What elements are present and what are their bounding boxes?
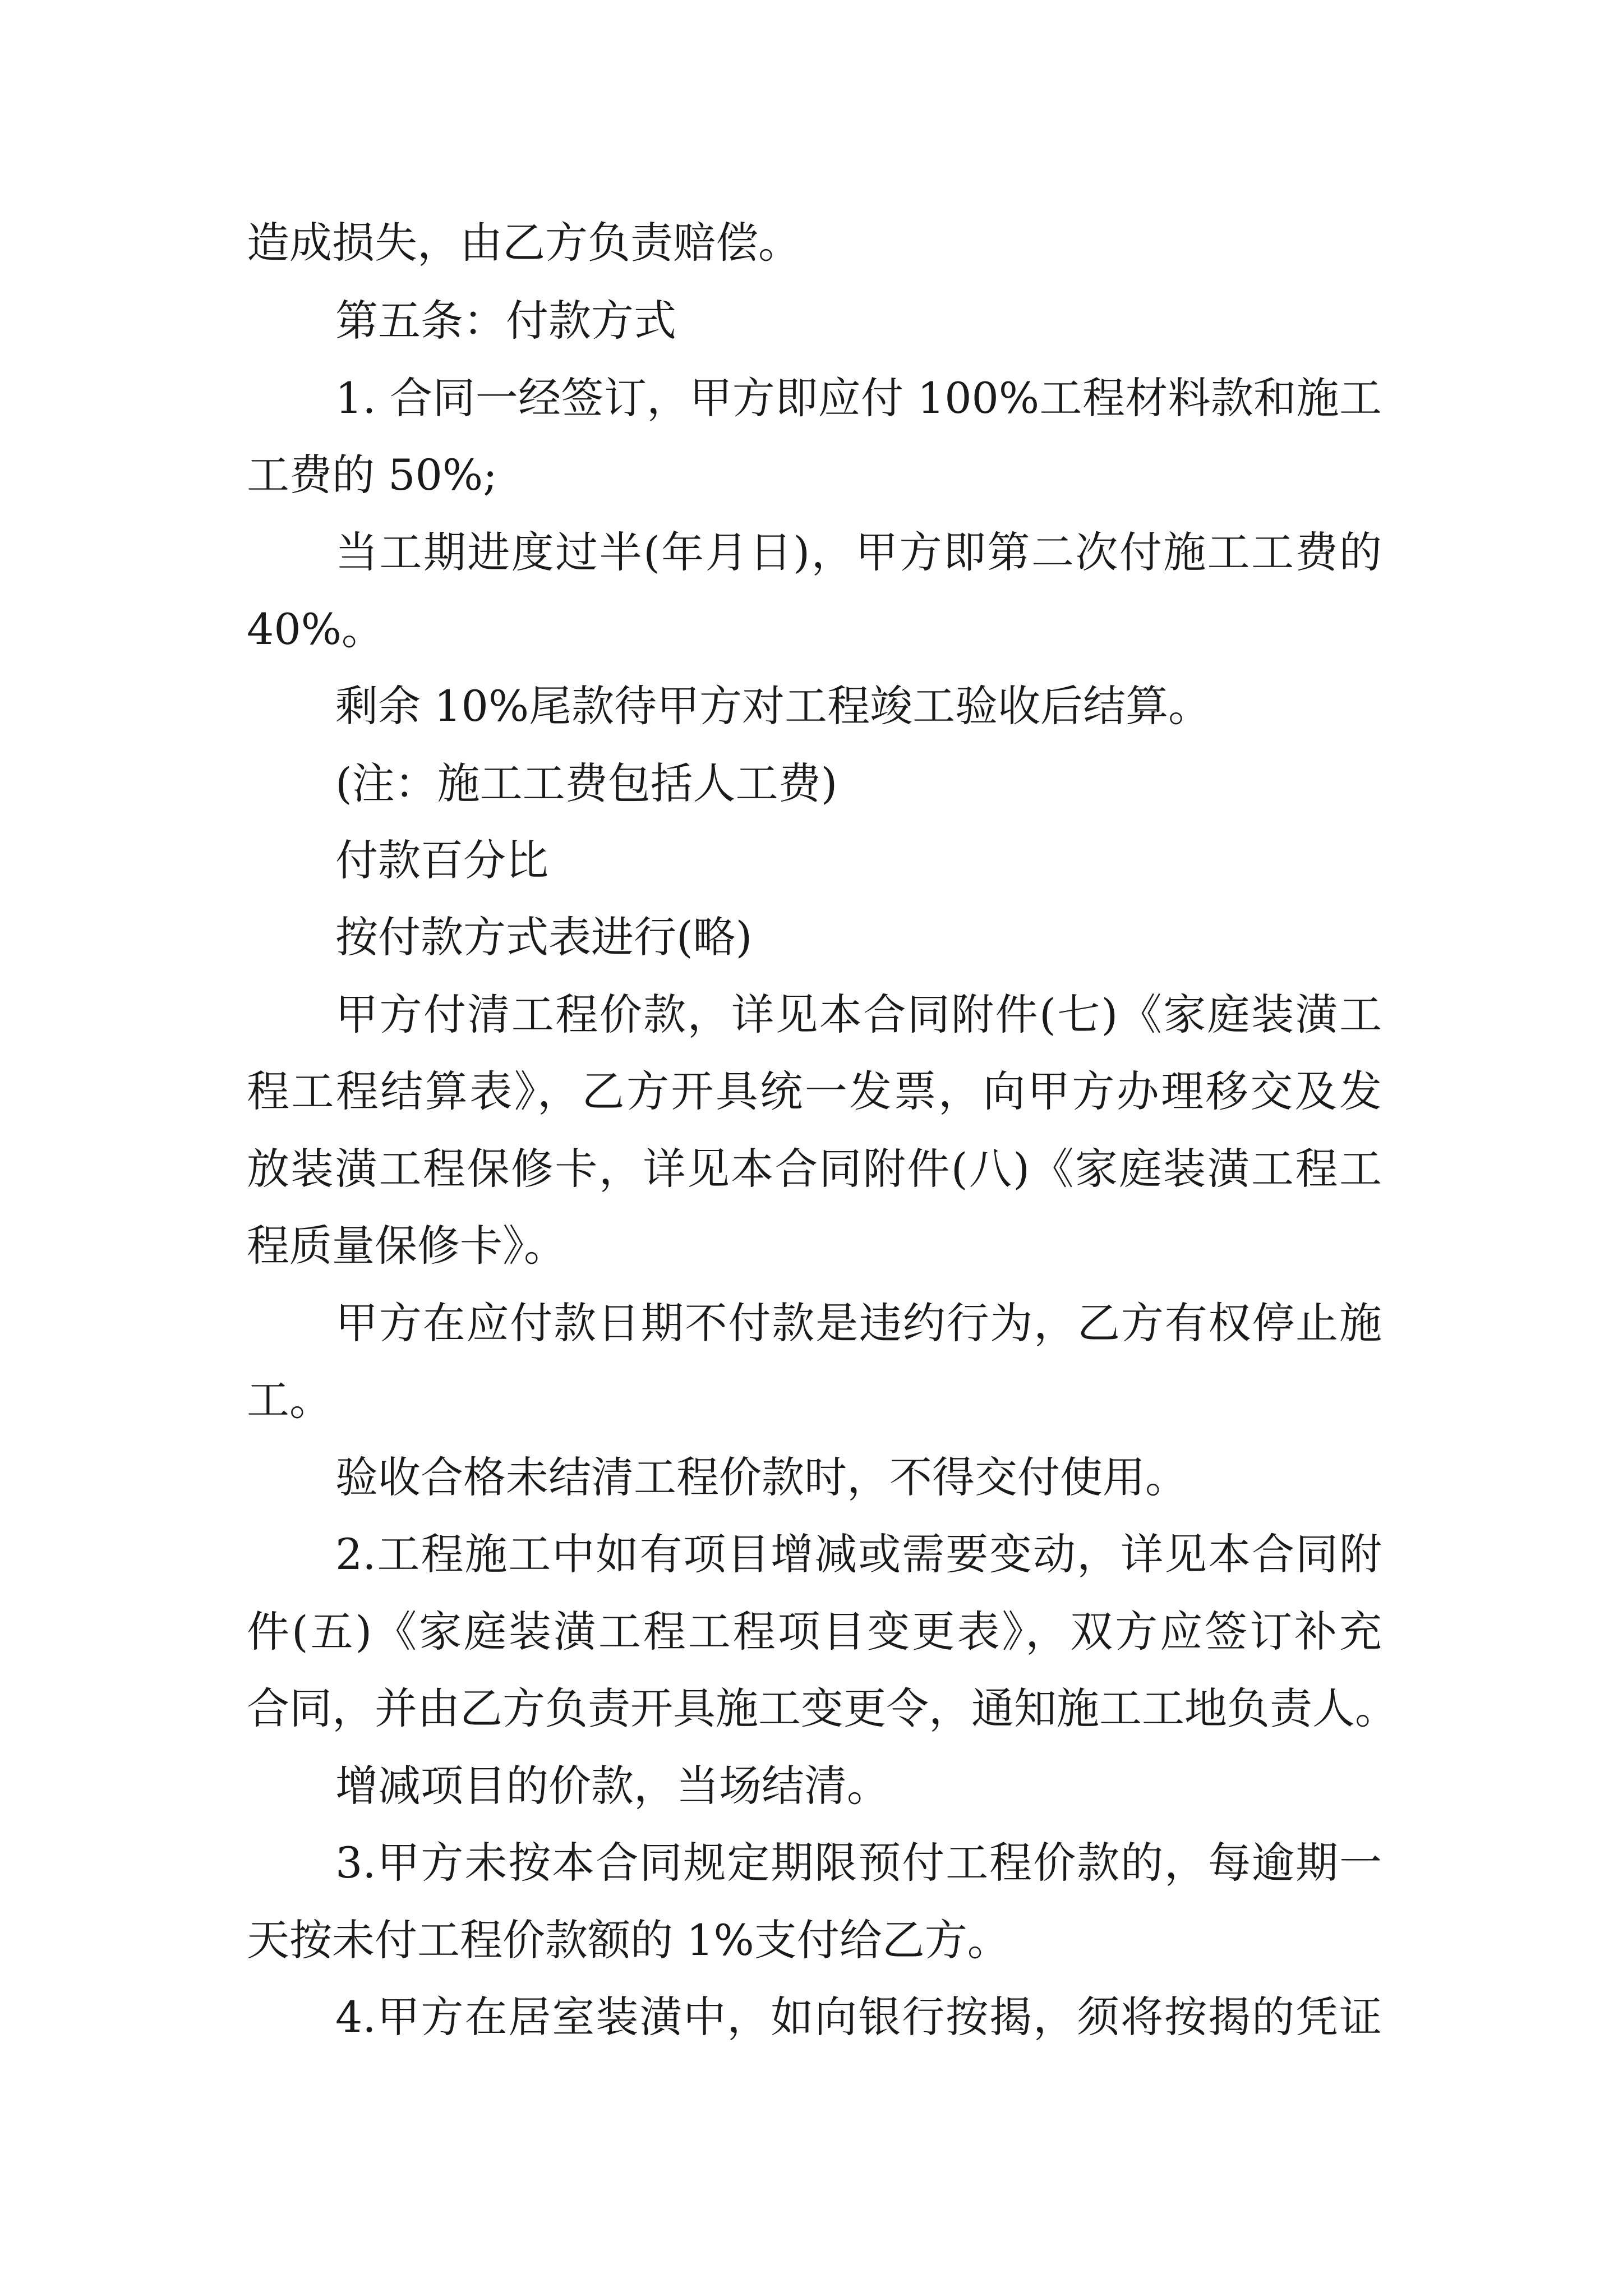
text-line: 工费的 50%; xyxy=(247,450,497,500)
text-line: 天按未付工程价款额的 1%支付给乙方。 xyxy=(247,1915,1010,1965)
text-line: 验收合格未结清工程价款时，不得交付使用。 xyxy=(335,1452,1188,1502)
text-line: 按付款方式表进行(略) xyxy=(335,912,753,962)
text-line: 工。 xyxy=(247,1375,332,1425)
text-line: (注：施工工费包括人工费) xyxy=(335,758,838,808)
text-line: 40%。 xyxy=(247,604,384,654)
text-line: 1. 合同一经签订，甲方即应付 100%工程材料款和施工 xyxy=(335,373,1382,423)
text-line: 程工程结算表》，乙方开具统一发票，向甲方办理移交及发 xyxy=(247,1066,1382,1116)
text-line: 3.甲方未按本合同规定期限预付工程价款的，每逾期一 xyxy=(335,1838,1382,1888)
text-line: 2.工程施工中如有项目增减或需要变动，详见本合同附 xyxy=(335,1529,1382,1579)
text-line: 件(五)《家庭装潢工程工程项目变更表》，双方应签订补充 xyxy=(247,1607,1382,1657)
text-line: 造成损失，由乙方负责赔偿。 xyxy=(247,218,801,268)
text-line: 增减项目的价款，当场结清。 xyxy=(335,1761,889,1811)
text-line: 合同，并由乙方负责开具施工变更令，通知施工工地负责人。 xyxy=(247,1683,1398,1733)
text-line: 4.甲方在居室装潢中，如向银行按揭，须将按揭的凭证 xyxy=(335,1992,1382,2042)
text-line: 当工期进度过半(年月日)，甲方即第二次付施工工费的 xyxy=(335,527,1382,577)
text-line: 甲方付清工程价款，详见本合同附件(七)《家庭装潢工 xyxy=(335,990,1382,1039)
text-line: 程质量保修卡》。 xyxy=(247,1221,566,1271)
article-heading: 第五条：付款方式 xyxy=(335,296,676,346)
text-line: 甲方在应付款日期不付款是违约行为，乙方有权停止施 xyxy=(335,1298,1382,1348)
text-line: 剩余 10%尾款待甲方对工程竣工验收后结算。 xyxy=(335,681,1211,731)
text-line: 付款百分比 xyxy=(335,835,548,885)
text-line: 放装潢工程保修卡，详见本合同附件(八)《家庭装潢工程工 xyxy=(247,1144,1382,1194)
